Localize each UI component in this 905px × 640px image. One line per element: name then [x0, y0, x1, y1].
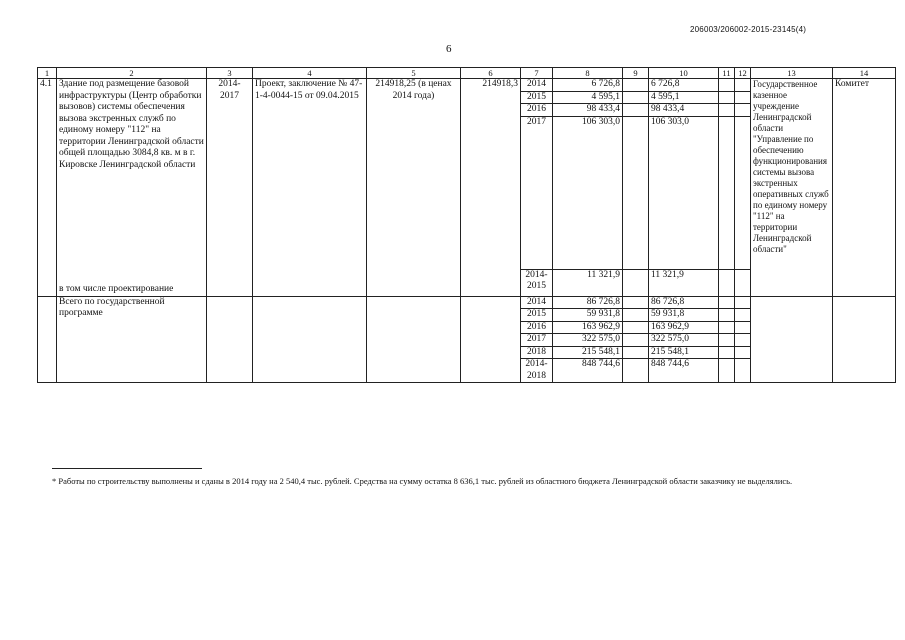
year-cell: 2017: [521, 116, 553, 269]
header-cell: 10: [649, 68, 719, 79]
empty-cell: [735, 269, 751, 296]
year-cell: 2015: [521, 309, 553, 322]
footnote-divider: [52, 468, 202, 469]
empty-cell: [367, 296, 461, 383]
empty-cell: [719, 321, 735, 334]
row-number: 4.1: [38, 79, 57, 297]
header-cell: 8: [553, 68, 623, 79]
empty-cell: [735, 116, 751, 269]
empty-cell: [623, 296, 649, 309]
empty-cell: [719, 269, 735, 296]
header-cell: 5: [367, 68, 461, 79]
col6-value: 214918,3: [461, 79, 521, 297]
estimated-cost: 214918,25 (в ценах 2014 года): [367, 79, 461, 297]
header-cell: 13: [751, 68, 833, 79]
amount-cell: 848 744,6: [649, 359, 719, 383]
amount-cell: 6 726,8: [649, 79, 719, 92]
header-cell: 6: [461, 68, 521, 79]
year-cell: 2015: [521, 91, 553, 104]
year-cell: 2014-2018: [521, 359, 553, 383]
header-cell: 14: [833, 68, 896, 79]
empty-cell: [719, 296, 735, 309]
empty-cell: [735, 104, 751, 117]
design-label: в том числе проектирование: [57, 269, 207, 296]
header-row: [38, 68, 896, 79]
amount-cell: 106 303,0: [649, 116, 719, 269]
empty-cell: [833, 296, 896, 383]
amount-cell: 163 962,9: [553, 321, 623, 334]
table-row: [38, 296, 896, 309]
empty-cell: [623, 334, 649, 347]
amount-cell: 59 931,8: [553, 309, 623, 322]
empty-cell: [623, 91, 649, 104]
footnote-text: * Работы по строительству выполнены и сданы в 2014 году на 2 540,4 тыс. рублей. Средства на сумму остатка 8 636,1 тыс. рублей из областного бюджета Ленинградской области заказчику не выделялись.: [52, 476, 793, 486]
amount-cell: 11 321,9: [553, 269, 623, 296]
table-row: [38, 79, 896, 92]
empty-cell: [623, 359, 649, 383]
empty-cell: [751, 296, 833, 383]
empty-cell: [719, 346, 735, 359]
amount-cell: 11 321,9: [649, 269, 719, 296]
empty-cell: [623, 269, 649, 296]
amount-cell: 86 726,8: [649, 296, 719, 309]
header-cell: 7: [521, 68, 553, 79]
amount-cell: 4 595,1: [553, 91, 623, 104]
amount-cell: 848 744,6: [553, 359, 623, 383]
year-cell: 2017: [521, 334, 553, 347]
amount-cell: 163 962,9: [649, 321, 719, 334]
amount-cell: 86 726,8: [553, 296, 623, 309]
amount-cell: 6 726,8: [553, 79, 623, 92]
empty-cell: [735, 359, 751, 383]
empty-cell: [719, 91, 735, 104]
empty-cell: [735, 296, 751, 309]
empty-cell: [623, 79, 649, 92]
empty-cell: [719, 104, 735, 117]
amount-cell: 322 575,0: [553, 334, 623, 347]
empty-cell: [719, 309, 735, 322]
header-cell: 9: [623, 68, 649, 79]
empty-cell: [623, 116, 649, 269]
empty-cell: [623, 346, 649, 359]
year-cell: 2016: [521, 321, 553, 334]
object-name: Здание под размещение базовой инфраструктуры (Центр обработки вызовов) системы обеспечения вызова экстренных служб по единому номеру "112" на территории Ленинградской области общей площадью 3084,8 кв. м в г. Кировске Ленинградской области: [57, 79, 207, 270]
amount-cell: 59 931,8: [649, 309, 719, 322]
empty-cell: [735, 309, 751, 322]
empty-cell: [735, 79, 751, 92]
empty-cell: [253, 296, 367, 383]
amount-cell: 106 303,0: [553, 116, 623, 269]
empty-cell: [461, 296, 521, 383]
empty-cell: [623, 104, 649, 117]
empty-cell: [719, 359, 735, 383]
empty-cell: [623, 309, 649, 322]
construction-period: 2014-2017: [207, 79, 253, 297]
empty-cell: [719, 334, 735, 347]
empty-cell: [719, 116, 735, 269]
amount-cell: 98 433,4: [649, 104, 719, 117]
header-cell: 4: [253, 68, 367, 79]
investment-table: [37, 67, 896, 383]
page-number: 6: [446, 43, 452, 55]
empty-cell: [735, 334, 751, 347]
document-id: 206003/206002-2015-23145(4): [690, 25, 807, 34]
header-cell: 12: [735, 68, 751, 79]
header-cell: 11: [719, 68, 735, 79]
empty-cell: [38, 296, 57, 383]
empty-cell: [623, 321, 649, 334]
amount-cell: 215 548,1: [553, 346, 623, 359]
amount-cell: 4 595,1: [649, 91, 719, 104]
amount-cell: 215 548,1: [649, 346, 719, 359]
year-cell: 2016: [521, 104, 553, 117]
year-cell: 2018: [521, 346, 553, 359]
empty-cell: [735, 321, 751, 334]
customer-cell: Государственное казенное учреждение Ленинградской области "Управление по обеспечению функционирования системы вызова экстренных оперативных служб по единому номеру "112" на территории Ленинградской области": [751, 79, 833, 297]
year-cell: 2014: [521, 79, 553, 92]
project-document: Проект, заключение № 47-1-4-0044-15 от 09.04.2015: [253, 79, 367, 297]
total-label: Всего по государственной программе: [57, 296, 207, 383]
amount-cell: 322 575,0: [649, 334, 719, 347]
header-cell: 2: [57, 68, 207, 79]
year-cell: 2014-2015: [521, 269, 553, 296]
header-cell: 3: [207, 68, 253, 79]
amount-cell: 98 433,4: [553, 104, 623, 117]
empty-cell: [735, 346, 751, 359]
empty-cell: [207, 296, 253, 383]
header-cell: 1: [38, 68, 57, 79]
empty-cell: [719, 79, 735, 92]
empty-cell: [735, 91, 751, 104]
year-cell: 2014: [521, 296, 553, 309]
col14-cell: Комитет: [833, 79, 896, 297]
